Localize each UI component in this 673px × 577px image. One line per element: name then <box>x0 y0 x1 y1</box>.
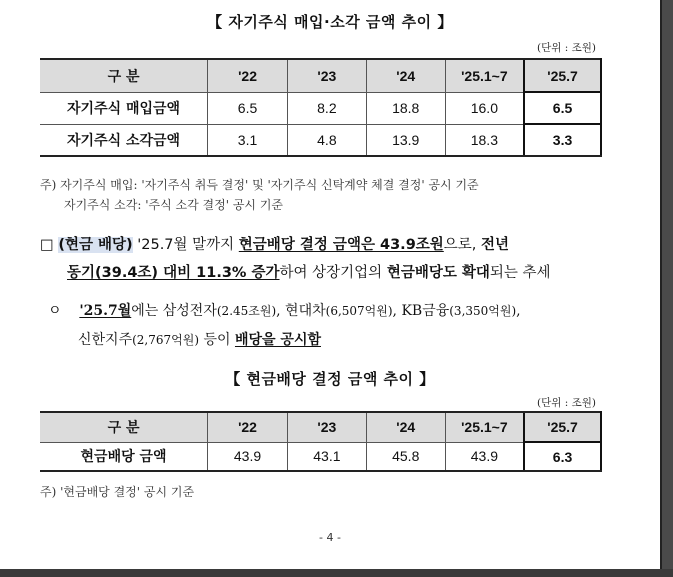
text-span: (2,767억원) <box>132 333 200 347</box>
text-span: 등이 <box>199 332 235 348</box>
cash-dividend-paragraph-line1 <box>40 233 509 254</box>
table-cell: 43.9 <box>445 442 524 471</box>
text-span: (2.45조원) <box>216 304 277 318</box>
section1-note-2: 자기주식 소각: '주식 소각 결정' 공시 기준 <box>64 198 284 212</box>
table-cell: 16.0 <box>445 92 524 124</box>
section1-title: 【 자기주식 매입·소각 금액 추이 】 <box>207 13 453 31</box>
table-cell: 45.8 <box>366 442 445 471</box>
table-cell: 43.9 <box>208 442 288 471</box>
emphasis-text: 현금배당도 확대 <box>386 265 490 281</box>
table-cell-highlight: 6.3 <box>524 442 601 471</box>
section1-unit: (단위 : 조원) <box>537 42 596 54</box>
header-cell: '23 <box>287 59 366 92</box>
page-bottom-edge <box>0 569 673 577</box>
text-span: 신한지주 <box>78 332 133 348</box>
row-label: 자기주식 소각금액 <box>40 124 208 156</box>
emphasis-text: 배당을 공시함 <box>234 332 321 348</box>
cash-dividend-tag: (현금 배당) <box>58 237 133 253</box>
text-span: , <box>516 303 521 319</box>
emphasis-text: 전년 <box>481 237 510 253</box>
text-span: , KB금융 <box>392 303 450 319</box>
table-cell: 3.1 <box>208 124 288 156</box>
header-cell: '22 <box>208 59 288 92</box>
buyback-table <box>40 58 602 157</box>
header-cell: '23 <box>287 412 366 442</box>
emphasis-text: 동기(39.4조) 대비 11.3% 증가 <box>67 265 280 281</box>
header-cell: '25.1~7 <box>445 59 524 92</box>
header-cell: '25.1~7 <box>445 412 524 442</box>
row-label: 현금배당 금액 <box>40 442 208 471</box>
emphasis-text: 현금배당 결정 금액은 43.9조원 <box>238 237 444 253</box>
table-row <box>40 92 601 124</box>
section2-unit: (단위 : 조원) <box>537 397 596 409</box>
header-cell: 구 분 <box>40 59 208 92</box>
text-span: '25.7월 말까지 <box>132 237 239 253</box>
sub-bullet-line1 <box>48 300 521 320</box>
square-bullet-icon: □ <box>40 237 54 253</box>
header-cell-highlight: '25.7 <box>524 412 601 442</box>
table-row <box>40 442 601 471</box>
page-edge <box>660 0 662 569</box>
text-span: 으로, <box>443 237 482 253</box>
table-cell: 6.5 <box>208 92 288 124</box>
table-header-row <box>40 59 601 92</box>
header-cell: '24 <box>366 59 445 92</box>
table-cell-highlight: 6.5 <box>524 92 601 124</box>
circle-bullet-icon: ㅇ <box>48 303 62 319</box>
text-span: , 현대차 <box>276 303 326 319</box>
table-cell-highlight: 3.3 <box>524 124 601 156</box>
page-number: - 4 - <box>319 531 341 544</box>
text-span: 에는 삼성전자 <box>131 303 217 319</box>
emphasis-text: '25.7월 <box>79 303 132 319</box>
cash-dividend-paragraph-line2 <box>67 261 551 282</box>
table-row <box>40 124 601 156</box>
sub-bullet-line2 <box>78 329 321 349</box>
text-span: 되는 추세 <box>489 265 551 281</box>
header-cell: 구 분 <box>40 412 208 442</box>
table-cell: 8.2 <box>287 92 366 124</box>
table-cell: 43.1 <box>287 442 366 471</box>
table-cell: 13.9 <box>366 124 445 156</box>
text-span: 하여 상장기업의 <box>279 265 387 281</box>
text-span: (6,507억원) <box>325 304 393 318</box>
table-cell: 4.8 <box>287 124 366 156</box>
cash-dividend-table <box>40 411 602 472</box>
text-span: (3,350억원) <box>449 304 517 318</box>
section2-note: 주) '현금배당 결정' 공시 기준 <box>40 485 195 499</box>
table-cell: 18.8 <box>366 92 445 124</box>
section2-title: 【 현금배당 결정 금액 추이 】 <box>225 370 435 388</box>
header-cell: '22 <box>208 412 288 442</box>
table-header-row <box>40 412 601 442</box>
section1-note-1: 주) 자기주식 매입: '자기주식 취득 결정' 및 '자기주식 신탁계약 체결 결정' 공시 기준 <box>40 178 479 192</box>
header-cell: '24 <box>366 412 445 442</box>
header-cell-highlight: '25.7 <box>524 59 601 92</box>
table-cell: 18.3 <box>445 124 524 156</box>
row-label: 자기주식 매입금액 <box>40 92 208 124</box>
